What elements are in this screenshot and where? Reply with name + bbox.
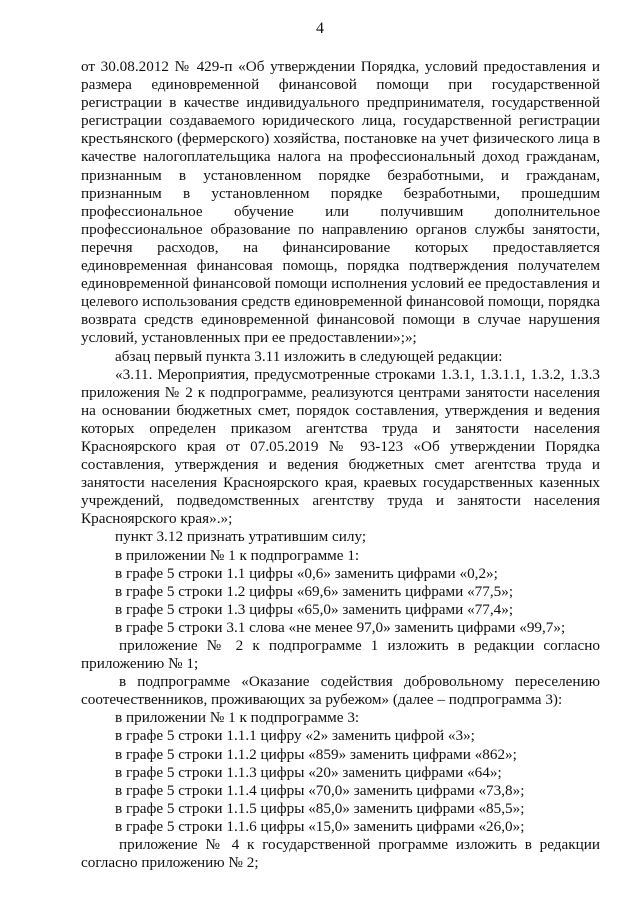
paragraph-row-1-1: в графе 5 строки 1.1 цифры «0,6» заменить цифрами «0,2»; bbox=[115, 564, 498, 582]
paragraph-row-1-1-6: в графе 5 строки 1.1.6 цифры «15,0» заменить цифрами «26,0»; bbox=[115, 817, 525, 835]
paragraph-row-1-1-4: в графе 5 строки 1.1.4 цифры «70,0» заменить цифрами «73,8»; bbox=[115, 781, 525, 799]
paragraph-row-1-1-2: в графе 5 строки 1.1.2 цифры «859» заменить цифрами «862»; bbox=[115, 745, 517, 763]
paragraph-row-1-1-5: в графе 5 строки 1.1.5 цифры «85,0» заменить цифрами «85,5»; bbox=[115, 799, 525, 817]
paragraph-subprogram-3: в подпрограмме «Оказание содействия добровольному переселению соотечественников, проживающих за рубежом» (далее – подпрограмма 3): bbox=[81, 673, 600, 709]
paragraph-row-1-1-1: в графе 5 строки 1.1.1 цифру «2» заменить цифрой «3»; bbox=[115, 727, 475, 745]
paragraph-regulation-title: от 30.08.2012 № 429-п «Об утверждении Порядка, условий предоставления и размера единовременной финансовой помощи при государственной регистрации в качестве индивидуального предпринимателя, государственной регистрации создаваемого юридического лица, государственной регистрации крестьянского (фермерского) хозяйства, постановке на учет физического лица в качестве налогоплательщика налога на профессиональный доход гражданам, признанным в установленном порядке безработными, и гражданам, признанным в установленном порядке безработными, прошедшим профессиональное обучение или получившим дополнительное профессиональное образование по направлению органов службы занятости, перечня расходов, на финансирование которых предоставляется единовременная финансовая помощь, порядка подтверждения получателем единовременной финансовой помощи исполнения условий ее предоставления и целевого использования средств единовременной финансовой помощи, порядка возврата средств единовременной финансовой помощи в случае нарушения условий, установленных при ее предоставлении»;»; bbox=[81, 58, 600, 347]
paragraph-row-1-3: в графе 5 строки 1.3 цифры «65,0» заменить цифрами «77,4»; bbox=[115, 600, 514, 618]
page-number: 4 bbox=[316, 20, 324, 37]
paragraph-row-1-2: в графе 5 строки 1.2 цифры «69,6» заменить цифрами «77,5»; bbox=[115, 582, 514, 600]
document-body bbox=[81, 58, 600, 872]
paragraph-appendix-4-program: приложение № 4 к государственной программе изложить в редакции согласно приложению № 2; bbox=[81, 836, 600, 872]
paragraph-appendix-1-sub-3: в приложении № 1 к подпрограмме 3: bbox=[115, 709, 360, 727]
paragraph-amend-3-11-intro: абзац первый пункта 3.11 изложить в следующей редакции: bbox=[115, 347, 503, 365]
paragraph-row-1-1-3: в графе 5 строки 1.1.3 цифры «20» заменить цифрами «64»; bbox=[115, 763, 502, 781]
paragraph-appendix-1-sub-1: в приложении № 1 к подпрограмме 1: bbox=[115, 546, 360, 564]
paragraph-item-3-11: «3.11. Мероприятия, предусмотренные строками 1.3.1, 1.3.1.1, 1.3.2, 1.3.3 приложения № 2 к подпрограмме, реализуются центрами занятости населения на основании бюджетных смет, порядок составления, утверждения и ведения которых определен приказом агентства труда и занятости населения Красноярского края от 07.05.2019 № 93-123 «Об утверждении Порядка составления, утверждения и ведения бюджетных смет агентства труда и занятости населения Красноярского края, краевых государственных казенных учреждений, подведомственных агентству труда и занятости населения Красноярского края».»; bbox=[81, 365, 600, 528]
paragraph-row-3-1: в графе 5 строки 3.1 слова «не менее 97,0» заменить цифрами «99,7»; bbox=[115, 618, 566, 636]
paragraph-item-3-12: пункт 3.12 признать утратившим силу; bbox=[115, 528, 367, 546]
paragraph-appendix-2-sub-1: приложение № 2 к подпрограмме 1 изложить в редакции согласно приложению № 1; bbox=[81, 637, 600, 673]
